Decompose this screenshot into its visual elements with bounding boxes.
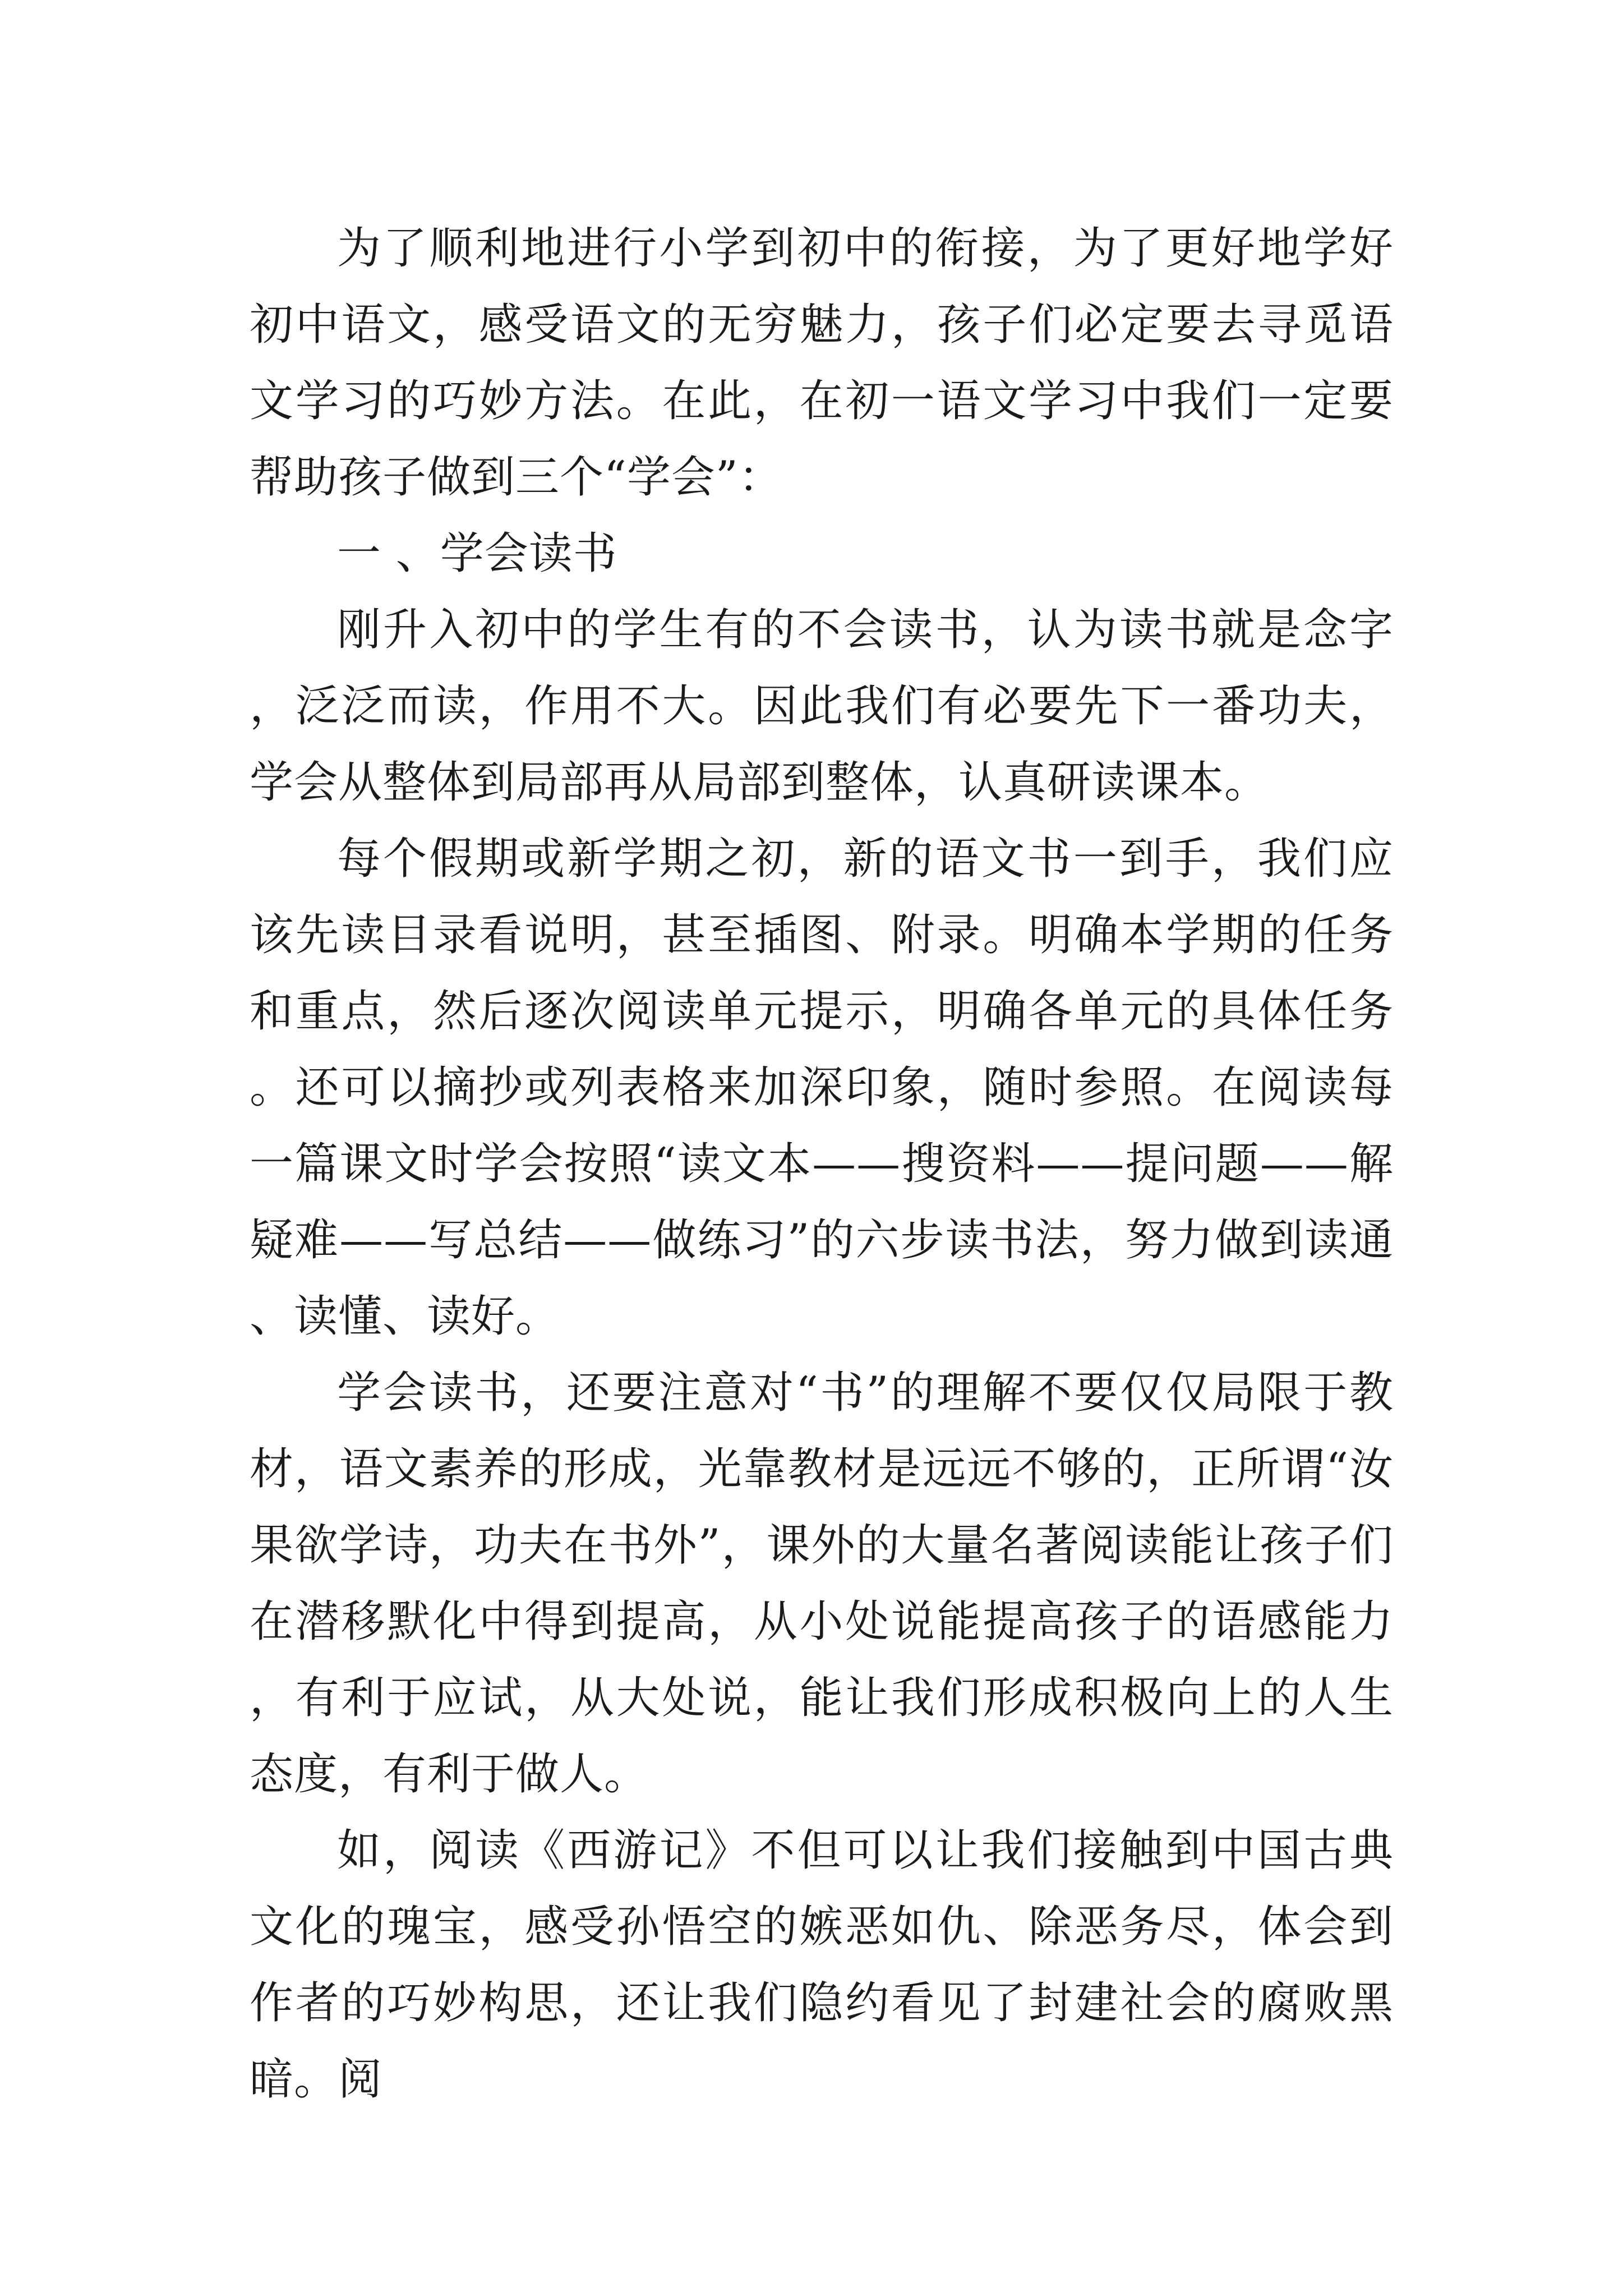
paragraph-journey-to-the-west: 如，阅读《西游记》不但可以让我们接触到中国古典文化的瑰宝，感受孙悟空的嫉恶如仇、除恶务尽，体会到作者的巧妙构思，还让我们隐约看见了封建社会的腐败黑暗。阅 — [250, 1825, 1394, 2105]
paragraph-new-textbook: 每个假期或新学期之初，新的语文书一到手，我们应该先读目录看说明，甚至插图、附录。明确本学期的任务和重点，然后逐次阅读单元提示，明确各单元的具体任务。还可以摘抄或列表格来加深印象，随时参照。在阅读每一篇课文时学会按照“读文本——搜资料——提问题——解疑难——写总结——做练习”的六步读书法，努力做到读通、读懂、读好。 — [250, 834, 1394, 1342]
document-body — [250, 210, 1394, 2118]
paragraph-extracurricular-reading: 学会读书，还要注意对“书”的理解不要仅仅局限于教材，语文素养的形成，光靠教材是远远不够的，正所谓“汝果欲学诗，功夫在书外”，课外的大量名著阅读能让孩子们在潜移默化中得到提高，从小处说能提高孩子的语感能力，有利于应试，从大处说，能让我们形成积极向上的人生态度，有利于做人。 — [250, 1368, 1394, 1800]
section-heading-learn-to-read: 一 、学会读书 — [337, 528, 617, 579]
paragraph-intro: 为了顺利地进行小学到初中的衔接，为了更好地学好初中语文，感受语文的无穷魅力，孩子们必定要去寻觅语文学习的巧妙方法。在此，在初一语文学习中我们一定要帮助孩子做到三个“学会”： — [250, 223, 1394, 503]
paragraph-reading-method: 刚升入初中的学生有的不会读书，认为读书就是念字，泛泛而读，作用不大。因此我们有必要先下一番功夫，学会从整体到局部再从局部到整体，认真研读课本。 — [250, 605, 1394, 808]
